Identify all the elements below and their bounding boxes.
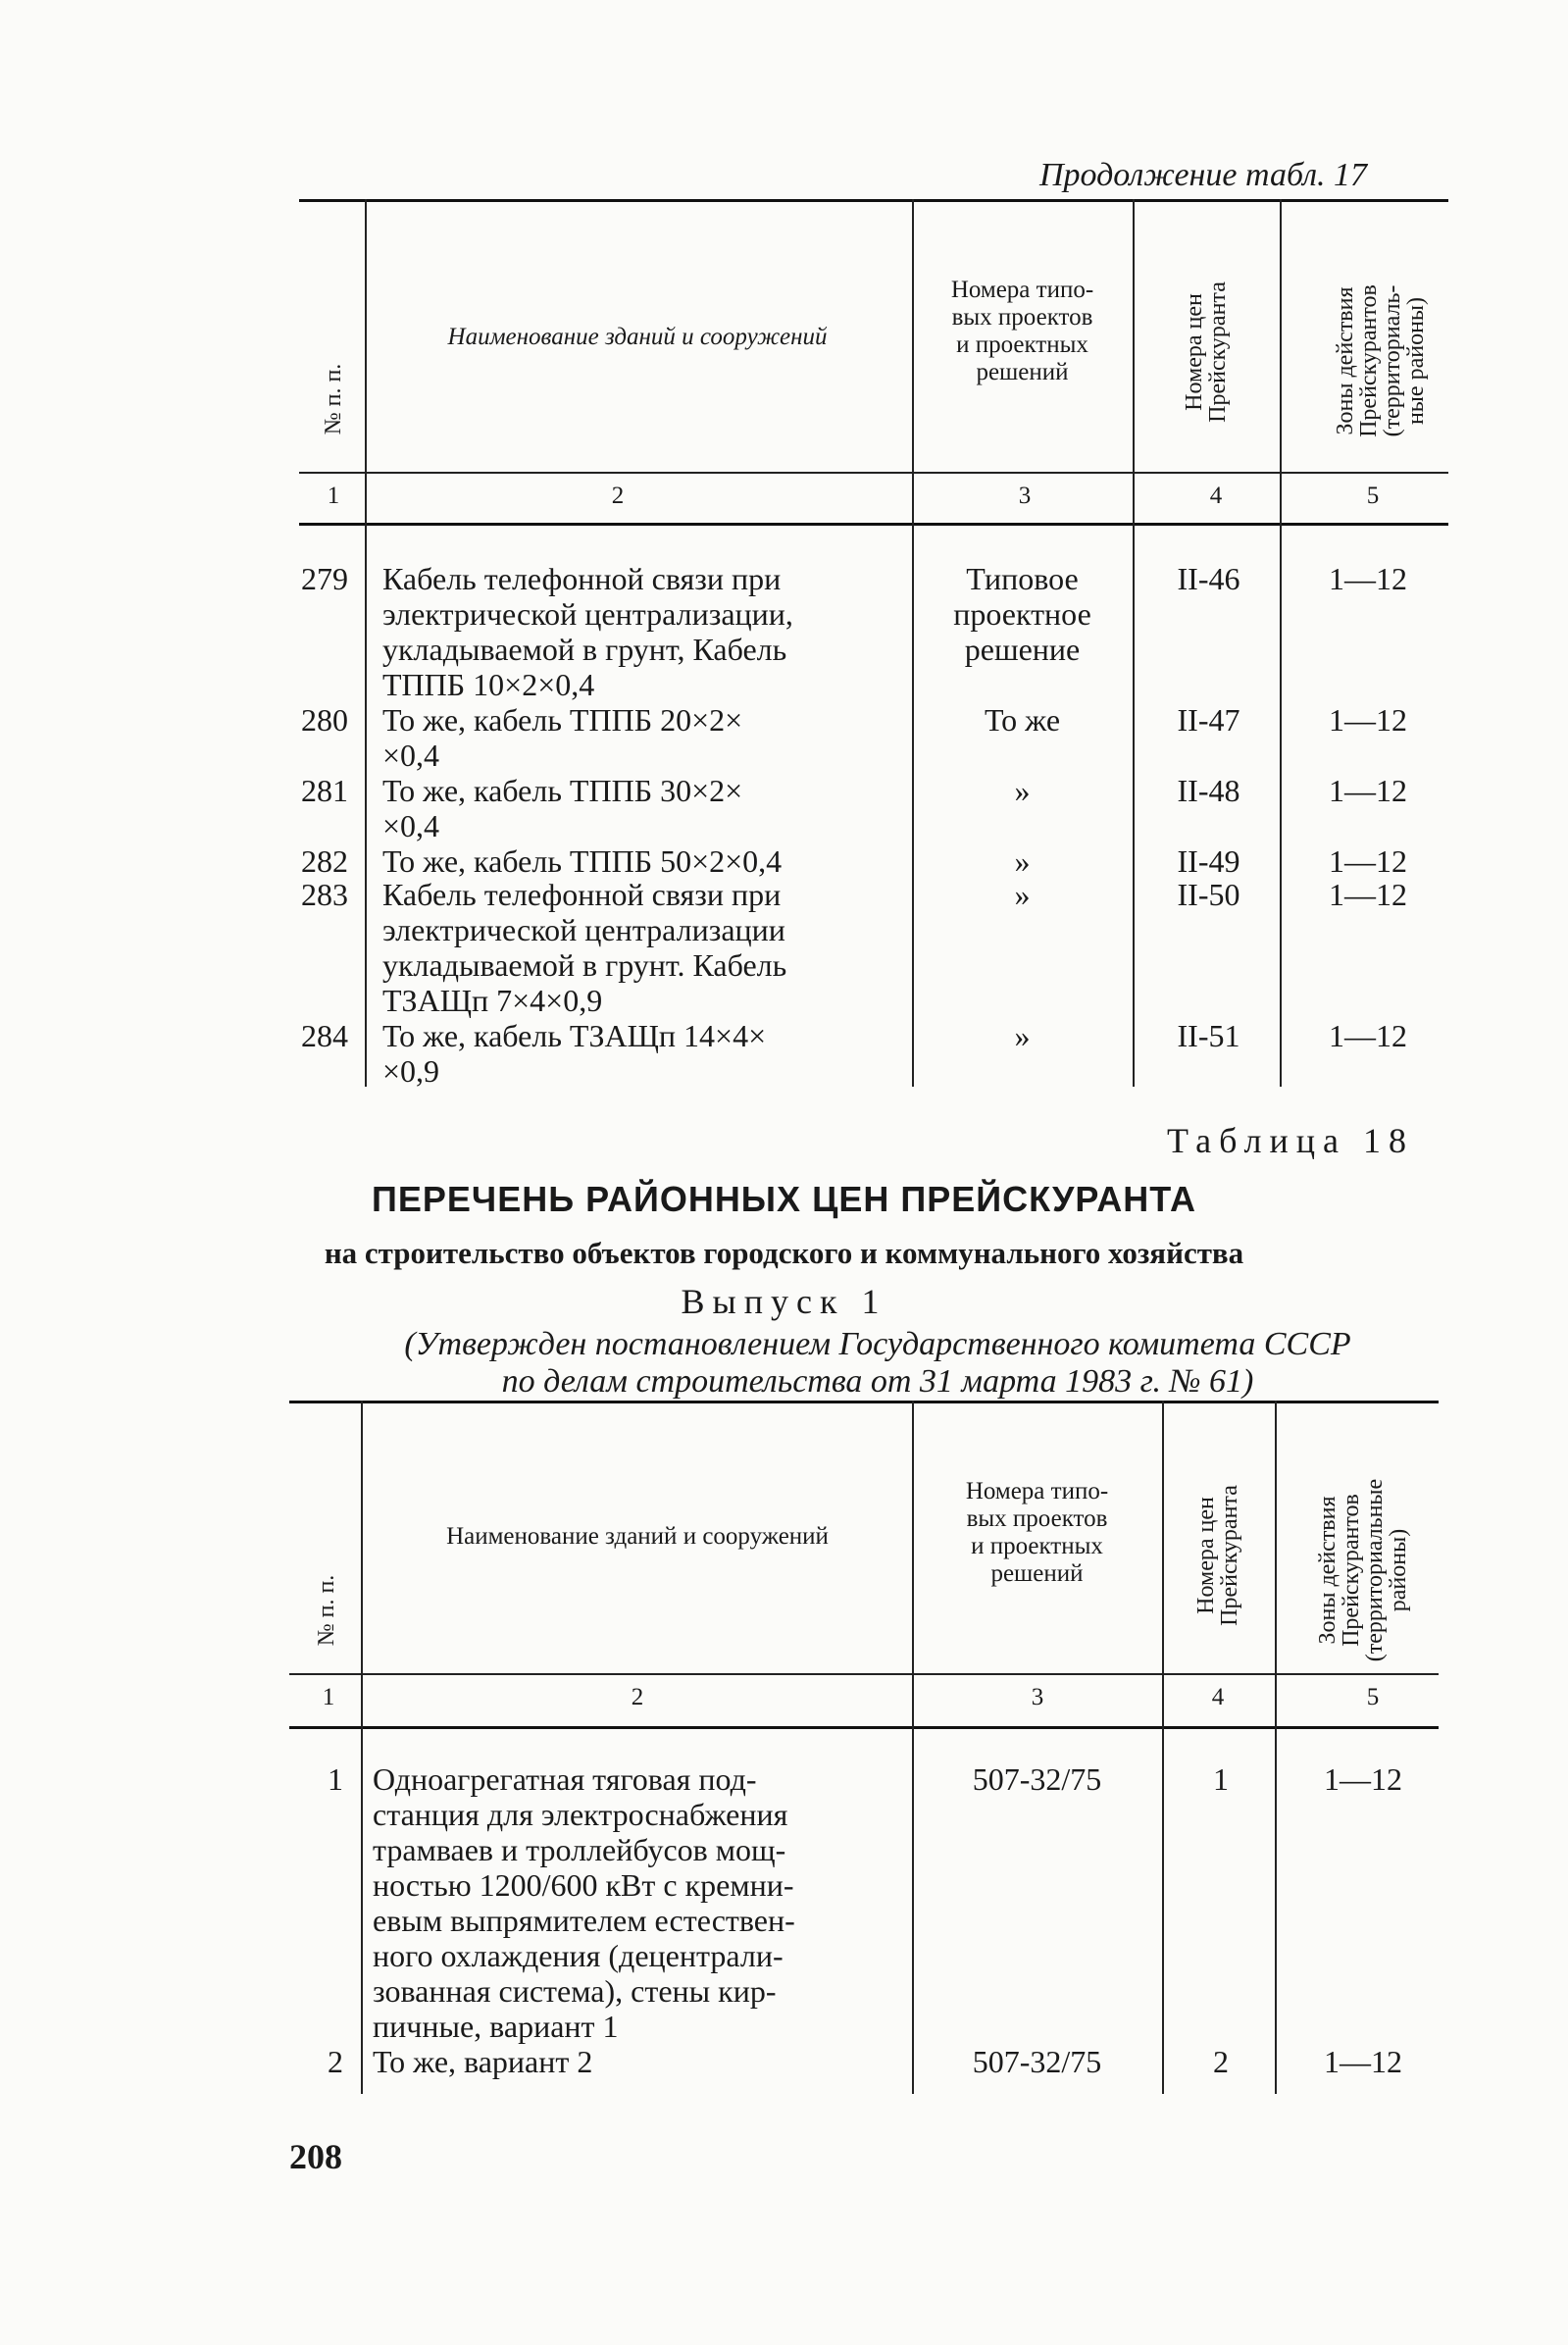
row-price: II-47 xyxy=(1177,702,1240,738)
row-zones: 1—12 xyxy=(1329,773,1407,808)
header-name: Наименование зданий и сооружений xyxy=(447,324,828,350)
row-number: 1 xyxy=(328,1761,343,1797)
row-project: » xyxy=(1014,773,1031,808)
row-name: Кабель телефонной связи при электрической централизации, укладываемой в грунт, Кабель ТППБ 10×2×0,4 xyxy=(382,561,793,702)
header-prices: Номера цен Прейскуранта xyxy=(1182,281,1231,423)
header-no: № п. п. xyxy=(314,1574,339,1647)
col-number: 2 xyxy=(611,483,625,509)
table-18-title: ПЕРЕЧЕНЬ РАЙОННЫХ ЦЕН ПРЕЙСКУРАНТА xyxy=(372,1179,1196,1219)
row-number: 279 xyxy=(301,561,348,596)
header-projects: Номера типо- вых проектов и проектных решений xyxy=(950,277,1094,385)
row-price: II-48 xyxy=(1177,773,1240,808)
col-number: 3 xyxy=(1018,483,1032,509)
row-zones: 1—12 xyxy=(1324,1761,1402,1797)
row-name: То же, вариант 2 xyxy=(373,2044,593,2079)
table-18-issue: Выпуск 1 xyxy=(681,1282,887,1321)
table-top-rule xyxy=(289,1401,1439,1403)
col-divider xyxy=(912,1401,914,2094)
row-zones: 1—12 xyxy=(1329,561,1407,596)
col-number: 1 xyxy=(322,1684,335,1710)
row-number: 2 xyxy=(328,2044,343,2079)
row-name: То же, кабель ТЗАЩп 14×4× ×0,9 xyxy=(382,1018,767,1089)
col-divider xyxy=(1275,1401,1277,2094)
row-name: То же, кабель ТППБ 20×2× ×0,4 xyxy=(382,702,743,773)
header-projects: Номера типо- вых проектов и проектных решений xyxy=(965,1478,1109,1587)
row-number: 282 xyxy=(301,843,348,879)
col-number: 4 xyxy=(1211,1684,1225,1710)
col-divider xyxy=(1133,199,1135,1087)
col-divider xyxy=(1280,199,1282,1087)
row-name: Одноагрегатная тяговая под- станция для электроснабжения трамваев и троллейбусов мощ- ностью 1200/600 кВт с кремни- евым выпрямителем естествен- ного охлаждения (децентрали- зованная система), стены кир- пичные, вариант 1 xyxy=(373,1761,795,2044)
row-zones: 1—12 xyxy=(1329,702,1407,738)
row-project: 507-32/75 xyxy=(972,1761,1102,1797)
header-name: Наименование зданий и сооружений xyxy=(446,1523,829,1550)
colnum-rule xyxy=(299,523,1448,526)
page-number: 208 xyxy=(289,2137,342,2176)
header-rule xyxy=(299,472,1448,474)
row-project: » xyxy=(1014,1018,1031,1053)
col-number: 3 xyxy=(1031,1684,1044,1710)
row-zones: 1—12 xyxy=(1329,1018,1407,1053)
col-divider xyxy=(361,1401,363,2094)
row-name: Кабель телефонной связи при электрической централизации укладываемой в грунт. Кабель ТЗАЩп 7×4×0,9 xyxy=(382,877,787,1018)
col-divider xyxy=(365,199,367,1087)
row-number: 281 xyxy=(301,773,348,808)
col-number: 5 xyxy=(1366,1684,1380,1710)
table-18-approval: (Утвержден постановлением Государственного комитета СССР по делам строительства от 31 марта 1983 г. № 61) xyxy=(404,1326,1351,1400)
row-price: II-49 xyxy=(1177,843,1240,879)
header-zones: Зоны действия Прейскурантов (территориаль- ные районы) xyxy=(1333,284,1429,437)
row-price: II-51 xyxy=(1177,1018,1240,1053)
row-price: 2 xyxy=(1213,2044,1229,2079)
row-name: То же, кабель ТППБ 50×2×0,4 xyxy=(382,843,783,879)
row-project: То же xyxy=(984,702,1061,738)
row-price: II-46 xyxy=(1177,561,1240,596)
col-number: 2 xyxy=(631,1684,644,1710)
row-zones: 1—12 xyxy=(1329,877,1407,912)
row-project: » xyxy=(1014,843,1031,879)
row-number: 283 xyxy=(301,877,348,912)
header-zones: Зоны действия Прейскурантов (территориальные районы) xyxy=(1315,1478,1411,1662)
col-divider xyxy=(1162,1401,1164,2094)
table-18-label: Таблица 18 xyxy=(1167,1121,1414,1160)
col-divider xyxy=(912,199,914,1087)
header-no: № п. п. xyxy=(321,363,346,435)
row-project: » xyxy=(1014,877,1031,912)
col-number: 4 xyxy=(1209,483,1223,509)
col-number: 5 xyxy=(1366,483,1380,509)
row-name: То же, кабель ТППБ 30×2× ×0,4 xyxy=(382,773,743,843)
col-number: 1 xyxy=(327,483,340,509)
row-project: Типовое проектное решение xyxy=(953,561,1091,667)
header-rule xyxy=(289,1673,1439,1675)
continuation-caption: Продолжение табл. 17 xyxy=(1039,157,1368,193)
row-project: 507-32/75 xyxy=(972,2044,1102,2079)
row-zones: 1—12 xyxy=(1324,2044,1402,2079)
row-price: II-50 xyxy=(1177,877,1240,912)
table-18-subtitle: на строительство объектов городского и коммунального хозяйства xyxy=(324,1236,1244,1270)
row-number: 280 xyxy=(301,702,348,738)
header-prices: Номера цен Прейскуранта xyxy=(1193,1485,1242,1626)
row-number: 284 xyxy=(301,1018,348,1053)
row-zones: 1—12 xyxy=(1329,843,1407,879)
colnum-rule xyxy=(289,1726,1439,1729)
row-price: 1 xyxy=(1213,1761,1229,1797)
table-top-rule xyxy=(299,199,1448,202)
